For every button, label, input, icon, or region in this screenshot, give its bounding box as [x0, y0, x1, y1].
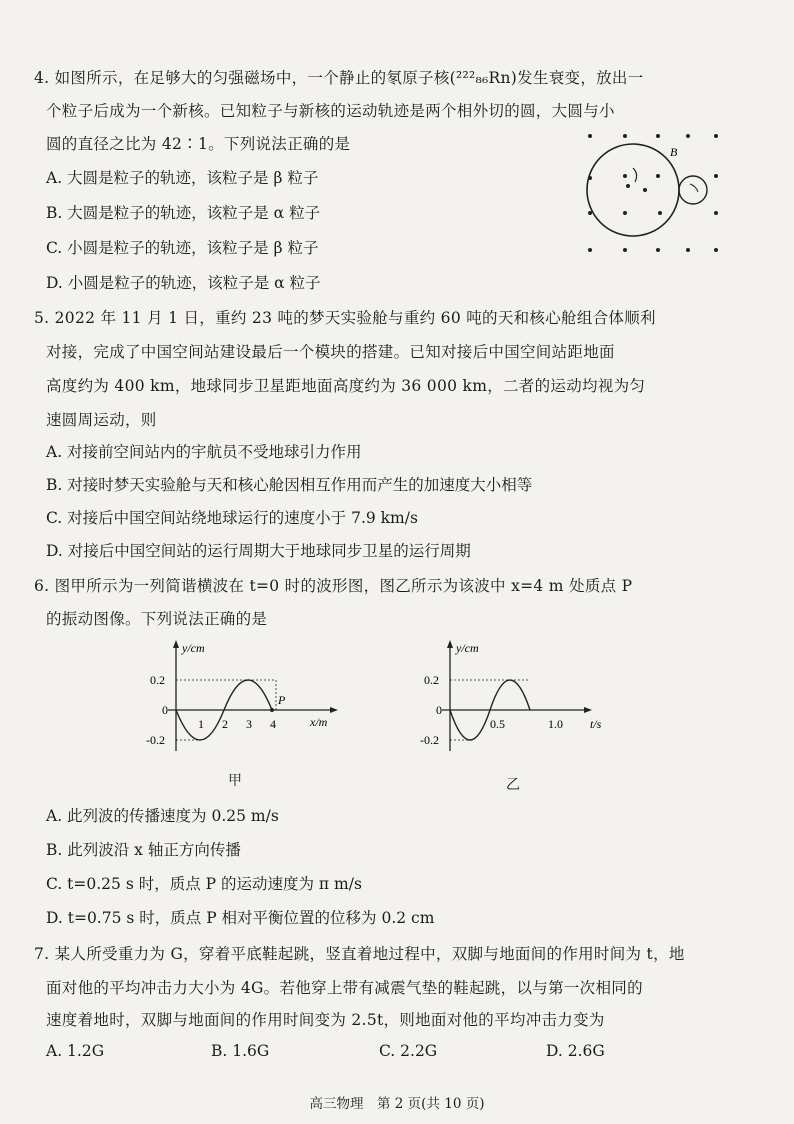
q7-line-2: 面对他的平均冲击力大小为 4G。若他穿上带有减震气垫的鞋起跳，以与第一次相同的 [46, 979, 643, 997]
q4-label-b: B [670, 145, 678, 159]
q7-option-a: A. 1.2G [46, 1042, 105, 1060]
q7-option-b: B. 1.6G [211, 1042, 270, 1060]
q5-line-3: 高度约为 400 km，地球同步卫星距地面高度约为 36 000 km，二者的运动均视为匀 [46, 377, 646, 395]
q7-line-3: 速度着地时，双脚与地面间的作用时间变为 2.5t，则地面对他的平均冲击力变为 [46, 1011, 605, 1029]
yi-ytick-zero: 0 [436, 703, 442, 717]
yi-xtick-1-0: 1.0 [548, 717, 563, 731]
jia-xtick-4: 4 [270, 717, 276, 731]
q5-option-b: B. 对接时梦天实验舱与天和核心舱因相互作用而产生的加速度大小相等 [46, 476, 533, 494]
q4-line-1: 4. 如图所示，在足够大的匀强磁场中，一个静止的氡原子核(²²²₈₆Rn)发生衰变，放出一 [34, 69, 644, 87]
q4-line-3: 圆的直径之比为 42∶1。下列说法正确的是 [46, 135, 351, 153]
q4-option-a: A. 大圆是粒子的轨迹，该粒子是 β 粒子 [46, 169, 319, 187]
jia-ytick-top: 0.2 [150, 673, 165, 687]
jia-ylabel: y/cm [182, 641, 205, 655]
q5-line-1: 5. 2022 年 11 月 1 日，重约 23 吨的梦天实验舱与重约 60 吨的天和核心舱组合体顺利 [34, 309, 656, 327]
q6-option-c: C. t=0.25 s 时，质点 P 的运动速度为 π m/s [46, 875, 362, 893]
q5-option-a: A. 对接前空间站内的宇航员不受地球引力作用 [46, 443, 362, 461]
q6-option-b: B. 此列波沿 x 轴正方向传播 [46, 841, 241, 859]
q5-option-d: D. 对接后中国空间站的运行周期大于地球同步卫星的运行周期 [46, 542, 471, 560]
yi-xtick-0-5: 0.5 [490, 717, 505, 731]
page-footer: 高三物理 第 2 页(共 10 页) [309, 1096, 485, 1112]
jia-ytick-zero: 0 [162, 703, 168, 717]
q7-option-c: C. 2.2G [379, 1042, 438, 1060]
q6-option-d: D. t=0.75 s 时，质点 P 相对平衡位置的位移为 0.2 cm [46, 909, 435, 927]
yi-ylabel: y/cm [456, 641, 479, 655]
q7-line-1: 7. 某人所受重力为 G，穿着平底鞋起跳，竖直着地过程中，双脚与地面间的作用时间为 t，地 [34, 945, 685, 963]
graph-yi-caption: 乙 [506, 777, 520, 793]
q5-option-c: C. 对接后中国空间站绕地球运行的速度小于 7.9 km/s [46, 509, 418, 527]
yi-ytick-bottom: -0.2 [420, 733, 439, 747]
small-orbit-circle [679, 176, 707, 204]
q6-line-2: 的振动图像。下列说法正确的是 [46, 610, 268, 628]
jia-ytick-bottom: -0.2 [146, 733, 165, 747]
jia-xtick-1: 1 [198, 717, 204, 731]
q4-line-2: 个粒子后成为一个新核。已知粒子与新核的运动轨迹是两个相外切的圆，大圆与小 [46, 102, 615, 120]
jia-xtick-2: 2 [222, 717, 228, 731]
graph-jia-caption: 甲 [228, 773, 242, 789]
jia-xlabel: x/m [310, 715, 328, 729]
q7-option-d: D. 2.6G [546, 1042, 605, 1060]
graph-yi [412, 636, 622, 756]
yi-ytick-top: 0.2 [424, 673, 439, 687]
q5-line-4: 速圆周运动，则 [46, 411, 157, 429]
yi-xlabel: t/s [590, 717, 602, 731]
graph-jia [138, 636, 348, 756]
large-orbit-circle [587, 144, 679, 236]
q5-line-2: 对接，完成了中国空间站建设最后一个模块的搭建。已知对接后中国空间站距地面 [46, 343, 615, 361]
q4-option-b: B. 大圆是粒子的轨迹，该粒子是 α 粒子 [46, 204, 321, 222]
q6-option-a: A. 此列波的传播速度为 0.25 m/s [46, 807, 279, 825]
jia-point-p: P [278, 693, 286, 707]
jia-xtick-3: 3 [246, 717, 252, 731]
q6-line-1: 6. 图甲所示为一列简谐横波在 t=0 时的波形图，图乙所示为该波中 x=4 m 处质点 P [34, 577, 633, 595]
q4-option-d: D. 小圆是粒子的轨迹，该粒子是 α 粒子 [46, 274, 321, 292]
q4-magnetic-field-diagram [570, 128, 730, 278]
q4-option-c: C. 小圆是粒子的轨迹，该粒子是 β 粒子 [46, 239, 319, 257]
